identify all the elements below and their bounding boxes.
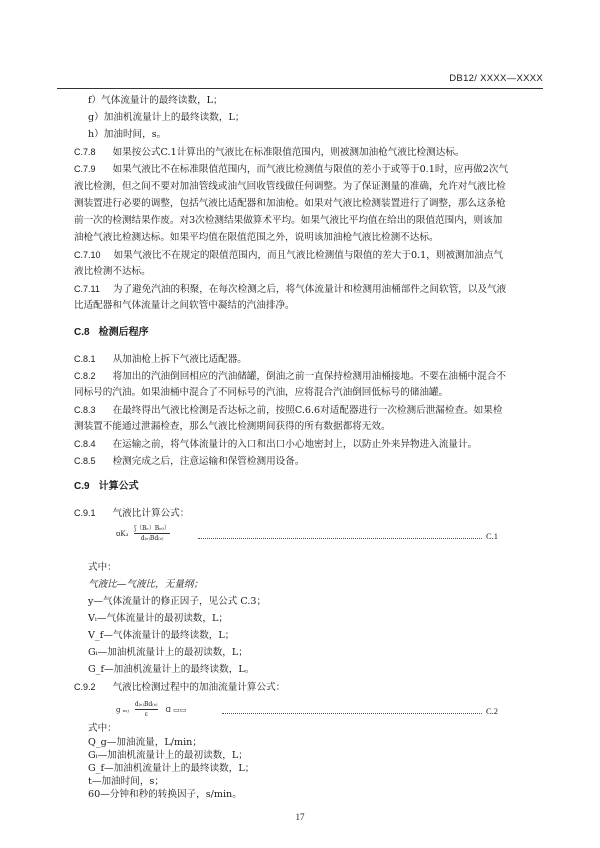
list-item-g: g）加油机流量计上的最终读数，L； [88, 112, 245, 123]
formula-numerator: d₍ₑ₎Bd₍ₑ₎ [134, 701, 158, 708]
clause-c85 [74, 454, 304, 469]
clause-c91 [74, 506, 189, 521]
clause-text: 在运输之前，将气体流量计的入口和出口小心地密封上，以防止外来异物进入流量计。 [112, 439, 478, 450]
clause-number: C.8.5 [74, 456, 96, 466]
variable-definition: G_f—加油机流量计上的最终读数，L。 [88, 664, 255, 675]
formula-denominator: d₍ₑ₎Bd₍ₑ₎ [140, 535, 164, 542]
clause-text: 前一次的检测结果作废。对3次检测结果做算术平均。如果气液比平均值在给出的限值范围内，则该加 [74, 215, 503, 226]
clause-c82 [74, 369, 506, 384]
clause-c83 [74, 403, 502, 418]
document-code: DB12/ XXXX—XXXX [449, 73, 543, 84]
formula-numerator: ʃ（Bₑ）Bₑ₀） [134, 525, 170, 532]
clause-text: 为了避免汽油的积聚，在每次检测之后，将气体流量计和检测用油桶部件之间软管，以及气液 [112, 284, 507, 295]
page-number: 17 [295, 812, 305, 822]
clause-text: 气液比检测过程中的加油流量计算公式： [112, 682, 286, 693]
clause-c79 [74, 162, 508, 177]
clause-text: 检测完成之后，注意运输和保管检测用设备。 [112, 456, 305, 467]
formula-c2 [116, 700, 186, 719]
clause-text: 气液比计算公式： [112, 508, 190, 519]
variable-definition: 气液比—气液比，无量纲； [88, 579, 204, 590]
clause-text: 测装置不能通过泄漏检查，那么气液比检测期间获得的所有数据都将无效。 [74, 421, 391, 432]
variable-definition: Vᵢ—气体流量计的最初读数，L； [88, 613, 228, 624]
variable-definition: G_f—加油机流量计上的最终读数，L； [88, 763, 255, 774]
clause-text: 油枪气液比检测达标。如果平均值在限值范围之外，说明该加油枪气液比检测不达标。 [74, 232, 439, 243]
equation-number: C.1 [486, 531, 499, 541]
section-title: 计算公式 [98, 481, 139, 492]
formula-denominator: ɛ [144, 711, 148, 718]
clause-number: C.8.3 [74, 405, 96, 415]
section-number: C.9 [74, 481, 90, 492]
clause-text: 液比检测不达标。 [74, 266, 151, 277]
variable-definition: Q_g—加油流量，L/min； [88, 737, 202, 748]
header-rule [57, 88, 543, 89]
formula-lhs: ʊK₃ [116, 529, 129, 538]
variable-definition: Gᵢ—加油机流量计上的最初读数，L； [88, 750, 248, 761]
section-title: 检测后程序 [98, 327, 149, 338]
clause-c711 [74, 282, 506, 297]
clause-text: 比适配器和气体流量计之间软管中凝结的汽油排净。 [74, 300, 295, 311]
clause-text: 如果气液比不在规定的限值范围内，而且气液比检测值与限值的差大于0.1，则被测加油点气 [113, 250, 504, 261]
where-label: 式中： [88, 723, 117, 734]
clause-number: C.8.2 [74, 371, 96, 381]
clause-c710 [74, 248, 503, 263]
list-item-h: h）加油时间，s。 [88, 129, 167, 140]
clause-text: 如果按公式C.1计算出的气液比在标准限值范围内，则被测加油枪气液比检测达标。 [112, 147, 465, 158]
clause-c78 [74, 145, 465, 160]
formula-fraction [134, 524, 170, 543]
section-heading-c8 [74, 326, 149, 340]
section-number: C.8 [74, 327, 90, 338]
clause-number: C.9.1 [74, 508, 96, 518]
clause-text: 如果气液比不在标准限值范围内，而气液比检测值与限值的差小于或等于0.1时，应再做2次气 [112, 164, 509, 175]
formula-c1 [116, 524, 170, 543]
variable-definition: y—气体流量计的修正因子，见公式 C.3； [88, 596, 267, 607]
clause-number: C.8.1 [74, 354, 96, 364]
leader-dots [222, 713, 482, 714]
clause-number: C.9.2 [74, 682, 96, 692]
clause-number: C.7.10 [74, 250, 101, 260]
section-heading-c9 [74, 480, 139, 494]
clause-number: C.8.4 [74, 439, 96, 449]
clause-text: 同标号的汽油。如果油桶中混合了不同标号的汽油，应将混合汽油倒回低标号的储油罐。 [74, 387, 449, 398]
clause-text: 液比检测，但之间不要对加油管线或油气回收管线做任何调整。为了保证测量的准确，允许对气液比检 [74, 181, 506, 192]
clause-number: C.7.9 [74, 164, 96, 174]
clause-number: C.7.11 [74, 284, 100, 294]
formula-fraction [135, 700, 158, 719]
clause-number: C.7.8 [74, 147, 96, 157]
formula-lhs: ɡ ₘⱼ [116, 705, 129, 714]
clause-c81 [74, 352, 247, 367]
variable-definition: 60—分钟和秒的转换因子，s/min。 [88, 789, 242, 800]
variable-definition: V_f—气体流量计的最终读数，L； [88, 630, 235, 641]
leader-dots [198, 538, 482, 539]
list-item-f: f）气体流量计的最终读数，L； [88, 95, 223, 106]
variable-definition: t—加油时间，s； [88, 776, 164, 787]
clause-c84 [74, 437, 477, 452]
equation-number: C.2 [486, 706, 499, 716]
clause-c92 [74, 680, 285, 695]
clause-text: 在最终得出气液比检测是否达标之前，按照C.6.6对适配器进行一次检测后泄漏检查。如果检 [112, 405, 503, 416]
where-label: 式中： [88, 562, 117, 573]
clause-text: 将加出的汽油倒回相应的汽油储罐，倒油之前一直保持检测用油桶接地。不要在油桶中混合不 [112, 371, 506, 382]
variable-definition: Gᵢ—加油机流量计上的最初读数，L； [88, 647, 248, 658]
formula-tail: ᗡ ▭▭ [165, 705, 187, 714]
clause-text: 测装置进行必要的调整，包括气液比适配器和加油枪。如果对气液比检测装置进行了调整，那么这条枪 [74, 198, 506, 209]
clause-text: 从加油枪上拆下气液比适配器。 [112, 354, 247, 365]
